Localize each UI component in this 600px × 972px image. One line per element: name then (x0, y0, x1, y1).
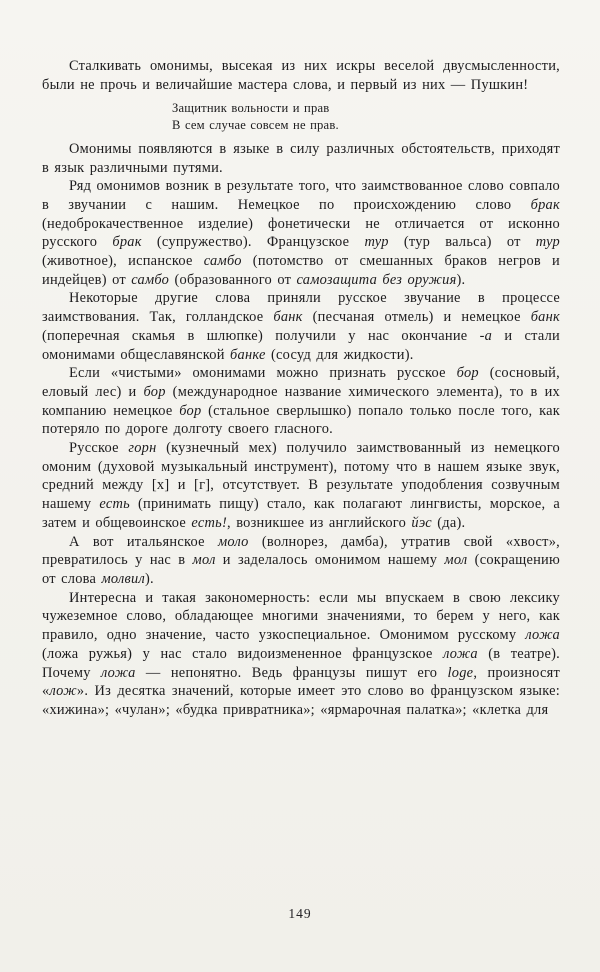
italic-term: моло (217, 533, 249, 550)
verse-quote (172, 100, 560, 132)
italic-term: мол (444, 552, 468, 569)
italic-term: брак (112, 234, 142, 251)
text-segment: Некоторые другие слова приняли русское звучание в процессе заимствования. Так, голландское (42, 290, 560, 326)
italic-term: самозащита без оружия (296, 271, 457, 288)
text-segment: (поперечная скамья в шлюпке) получили у нас окончание (42, 327, 480, 344)
paragraph (42, 533, 560, 589)
paragraph (42, 289, 560, 364)
text-segment: (принимать пищу) стало, как полагают лингвисты, морское, а затем и общевоинское (42, 496, 560, 531)
italic-term: ложа (100, 664, 136, 681)
text-segment: Сталкивать омонимы, высекая из них искры веселой двусмысленности, были не прочь и величайшие мастера слова, и первый из них — Пушкин! (42, 58, 560, 93)
italic-term: бор (456, 365, 479, 382)
verse-line: В сем случае совсем не прав. (172, 117, 339, 132)
text-segment: (сосновый, еловый лес) и (42, 365, 560, 400)
text-segment: , произносят « (42, 664, 560, 700)
italic-term: есть! (191, 514, 227, 531)
text-segment: (кузнечный мех) получило заимствованный из немецкого омоним (духовой музыкальный инструмент), потому что в нашем языке звук, средний между [х] и [г], отсутствует. В результате уподобления созвучным нашему (42, 440, 560, 513)
italic-term: ложа (443, 645, 478, 662)
text-segment: Ряд омонимов возник в результате того, что заимствованное слово совпало в звучании с нашим. Немецкое по происхождению слово (42, 178, 560, 213)
text-segment: ). (145, 570, 154, 587)
text-segment: Омонимы появляются в языке в силу различных обстоятельств, приходят в язык различными путями. (42, 140, 560, 176)
italic-term: йэс (411, 514, 432, 531)
text-segment: (сосуд для жидкости). (265, 346, 414, 363)
paragraph (42, 364, 560, 439)
text-segment: (образованного от (169, 271, 297, 288)
text-segment: и стали омонимами общеславянской (42, 327, 560, 363)
text-segment: (международное название химического элемента), то в их компанию немецкое (42, 383, 560, 419)
italic-term: молвил (101, 570, 146, 587)
text-segment: ». Из десятка значений, которые имеет это слово во французском языке: «хижина»; «чулан»; «будка привратника»; «ярмарочная палатка»; «клетка для (42, 683, 560, 718)
paragraph (42, 439, 560, 533)
italic-term: бор (179, 402, 202, 419)
text-segment: (сокращению от слова (42, 552, 560, 587)
italic-term: самбо (203, 253, 242, 270)
italic-term: брак (530, 196, 560, 213)
text-segment: Русское (69, 440, 129, 457)
text-segment: (волнорез, дамба), утратив свой «хвост», превратилось у нас в (42, 533, 561, 569)
text-segment: (да). (431, 514, 466, 531)
paragraph (42, 140, 560, 177)
verse-line: Защитник вольности и прав (172, 101, 330, 116)
italic-term: банк (273, 309, 303, 326)
italic-term: тур (535, 234, 560, 251)
text-segment: Если «чистыми» омонимами можно признать русское (69, 365, 457, 382)
text-segment: (ложа ружья) у нас стало видоизмененное французское (42, 645, 444, 662)
text-segment: (стальное сверлышко) попало только после того, как потеряло по дороге долготу своего гласного. (42, 402, 560, 438)
text-segment: (песчаная отмель) и немецкое (302, 309, 531, 326)
text-segment: (в театре). Почему (42, 645, 560, 681)
text-segment: Интересна и такая закономерность: если мы впускаем в свою лексику чужеземное слово, обладающее многими значениями, то берем у него, как правило, одно значение, часто узкоспециальное. Омонимом русскому (42, 589, 560, 644)
paragraph (42, 57, 560, 94)
italic-term: бор (143, 383, 166, 400)
text-segment: и заделалось омонимом нашему (215, 552, 445, 569)
italic-term: -а (479, 327, 493, 344)
text-segment: ). (456, 271, 466, 288)
italic-term: есть (99, 496, 130, 513)
text-segment: , возникшее из английского (227, 514, 412, 531)
paragraph (42, 177, 560, 289)
text-segment: (недоброкачественное изделие) фонетически не отличается от исконно русского (42, 215, 560, 251)
text-segment: А вот итальянское (69, 533, 218, 550)
page-number: 149 (288, 906, 312, 921)
text-column (42, 57, 560, 720)
italic-term: тур (364, 234, 389, 251)
text-segment: (потомство от смешанных браков негров и индейцев) от (42, 253, 560, 288)
italic-term: самбо (131, 271, 170, 288)
italic-term: банк (530, 309, 560, 326)
italic-term: банке (230, 346, 266, 363)
text-segment: (тур вальса) от (388, 234, 536, 251)
italic-term: ложа (525, 627, 560, 644)
paragraph (42, 589, 560, 720)
italic-term: горн (128, 440, 157, 457)
italic-term: лож (49, 683, 77, 700)
text-segment: — непонятно. Ведь французы пишут его (135, 664, 448, 681)
italic-term: loge (447, 664, 474, 681)
text-segment: (животное), испанское (42, 253, 204, 270)
text-segment: (супружество). Французское (141, 234, 365, 251)
italic-term: мол (192, 552, 216, 569)
